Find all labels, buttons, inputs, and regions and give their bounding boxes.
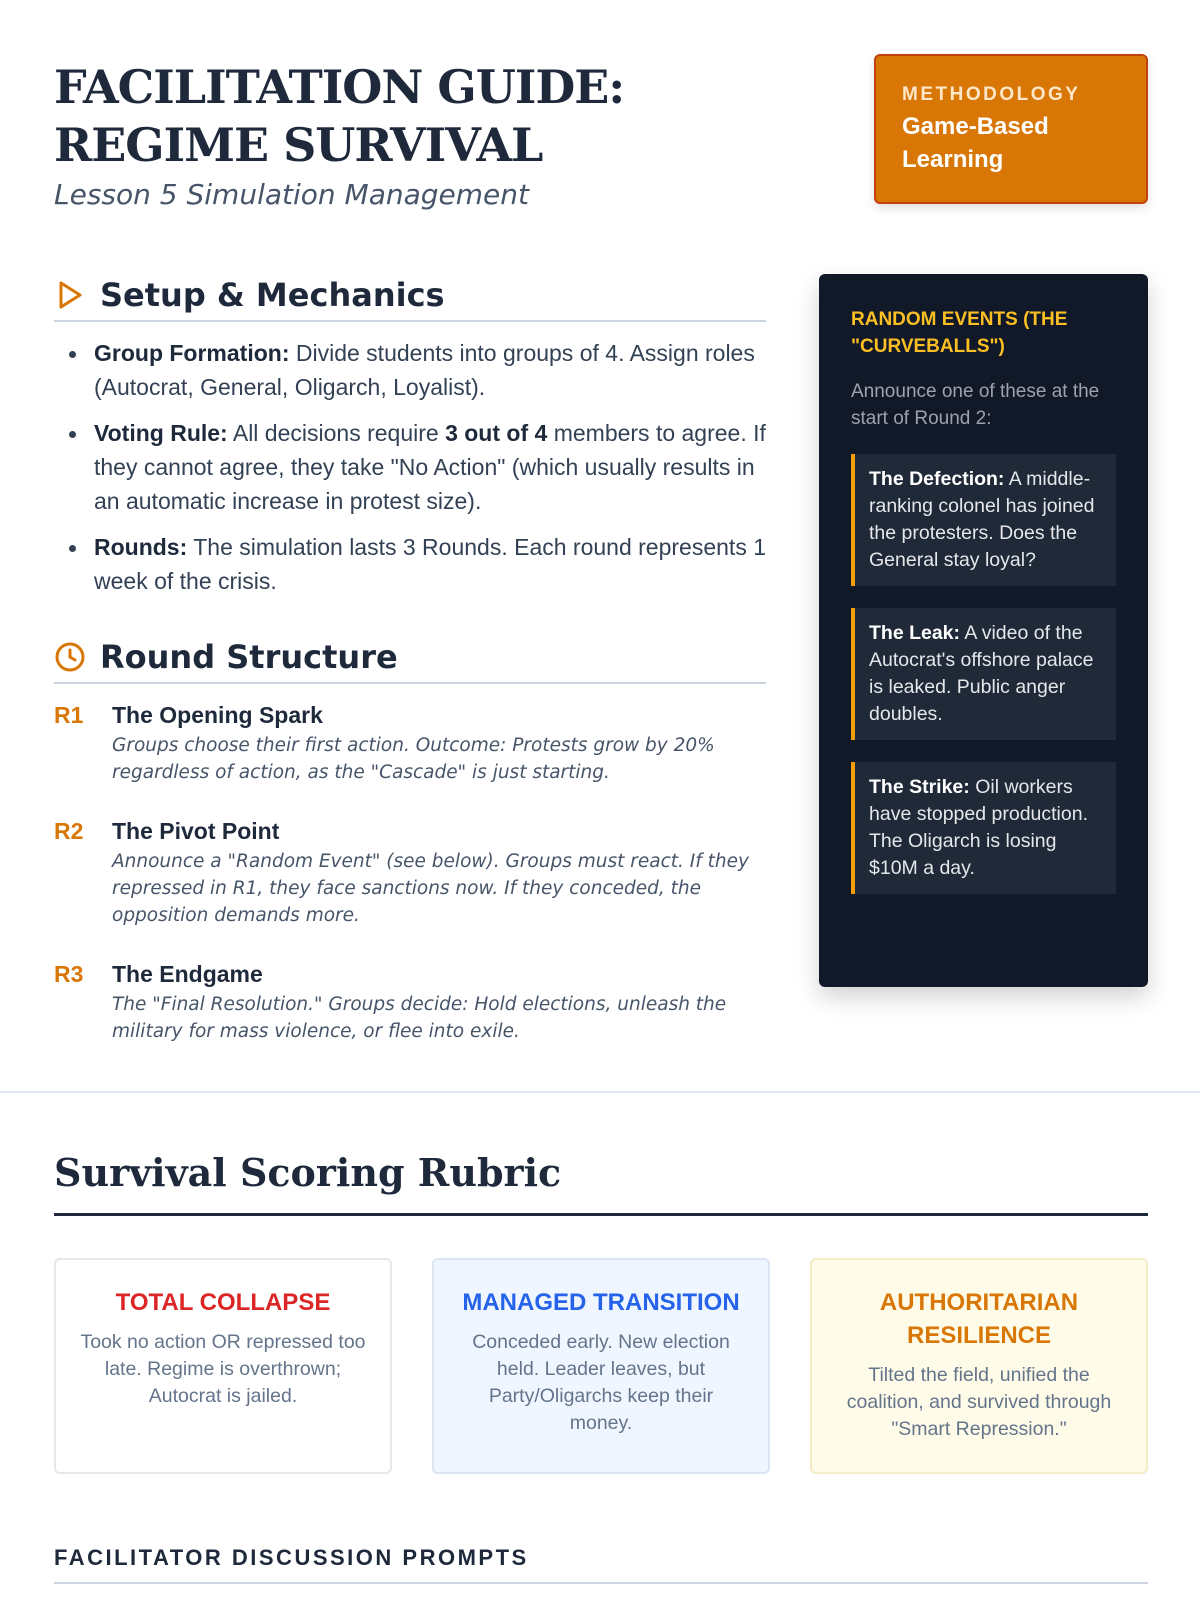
rubric-card-heading: TOTAL COLLAPSE (115, 1289, 331, 1316)
list-item (54, 416, 766, 518)
item-text: Divide students into groups of 4. Assign roles (Autocrat, General, Oligarch, Loyalist). (94, 340, 755, 400)
rubric-card-resilience (810, 1258, 1148, 1474)
rubric-card-description: Took no action OR repressed too late. Regime is overthrown; Autocrat is jailed. (80, 1331, 366, 1407)
rubric-underline (54, 1213, 1148, 1216)
round-description: Groups choose their first action. Outcome: Protests grow by 20% regardless of action, as the "Cascade" is just starting. (112, 735, 715, 783)
round-title: The Opening Spark (112, 702, 323, 728)
event-card (851, 762, 1116, 894)
setup-heading: Setup & Mechanics (100, 276, 445, 314)
item-label: Group Formation: (94, 340, 290, 366)
round-number: R2 (54, 818, 84, 844)
page-title: FACILITATION GUIDE: REGIME SURVIVAL (54, 60, 625, 172)
page-header (54, 58, 774, 211)
setup-section (54, 276, 766, 610)
event-card (851, 608, 1116, 740)
rubric-card-collapse (54, 1258, 392, 1474)
round-item (54, 700, 766, 786)
round-number: R1 (54, 702, 84, 728)
methodology-label: METHODOLOGY (902, 84, 1081, 105)
rubric-card-description: Tilted the field, unified the coalition, and survived through "Smart Repression." (846, 1364, 1112, 1440)
list-item (54, 530, 766, 598)
event-label: The Defection: (869, 468, 1005, 490)
item-text: members to agree. If they cannot agree, they take "No Action" (which usually results in an automatic increase in protest size). (94, 420, 766, 514)
rubric-card-transition (432, 1258, 770, 1474)
page-subtitle: Lesson 5 Simulation Management (54, 178, 529, 211)
list-item (54, 336, 766, 404)
events-title: RANDOM EVENTS (THE "CURVEBALLS") (851, 309, 1068, 357)
rubric-title: Survival Scoring Rubric (54, 1150, 562, 1195)
round-title: The Pivot Point (112, 818, 280, 844)
item-label: Rounds: (94, 534, 188, 560)
event-label: The Strike: (869, 776, 970, 798)
methodology-badge (874, 54, 1148, 204)
random-events-panel (819, 274, 1148, 987)
prompts-underline (54, 1582, 1148, 1584)
rounds-heading-row (54, 638, 766, 684)
item-label: Voting Rule: (94, 420, 228, 446)
item-emphasis: 3 out of 4 (445, 420, 548, 446)
event-card (851, 454, 1116, 586)
rubric-card-heading: AUTHORITARIAN RESILIENCE (879, 1289, 1079, 1349)
section-divider (0, 1091, 1200, 1093)
round-title: The Endgame (112, 961, 263, 987)
event-text: A video of the Autocrat's offshore palace is leaked. Public anger doubles. (869, 622, 1094, 725)
event-text: A middle-ranking colonel has joined the protesters. Does the General stay loyal? (869, 468, 1095, 571)
discussion-prompts-title: FACILITATOR DISCUSSION PROMPTS (54, 1545, 529, 1570)
event-label: The Leak: (869, 622, 961, 644)
setup-list (54, 336, 766, 598)
round-description: Announce a "Random Event" (see below). Groups must react. If they repressed in R1, they face sanctions now. If they conceded, the opposition demands more. (112, 851, 749, 926)
round-number: R3 (54, 961, 84, 987)
item-text: All decisions require (227, 420, 446, 446)
rubric-card-description: Conceded early. New election held. Leader leaves, but Party/Oligarchs keep their money. (472, 1331, 730, 1434)
rounds-section (54, 638, 766, 1045)
play-icon (54, 279, 86, 311)
setup-heading-row (54, 276, 766, 322)
events-intro: Announce one of these at the start of Round 2: (851, 381, 1100, 429)
rounds-heading: Round Structure (100, 638, 398, 676)
clock-icon (54, 641, 86, 673)
round-item (54, 959, 766, 1045)
round-description: The "Final Resolution." Groups decide: Hold elections, unleash the military for mass violence, or flee into exile. (112, 994, 727, 1042)
event-text: Oil workers have stopped production. The Oligarch is losing $10M a day. (869, 776, 1088, 879)
methodology-value: Game-Based Learning (902, 113, 1049, 173)
round-item (54, 816, 766, 929)
item-text: The simulation lasts 3 Rounds. Each round represents 1 week of the crisis. (94, 534, 766, 594)
rubric-card-heading: MANAGED TRANSITION (462, 1289, 740, 1316)
